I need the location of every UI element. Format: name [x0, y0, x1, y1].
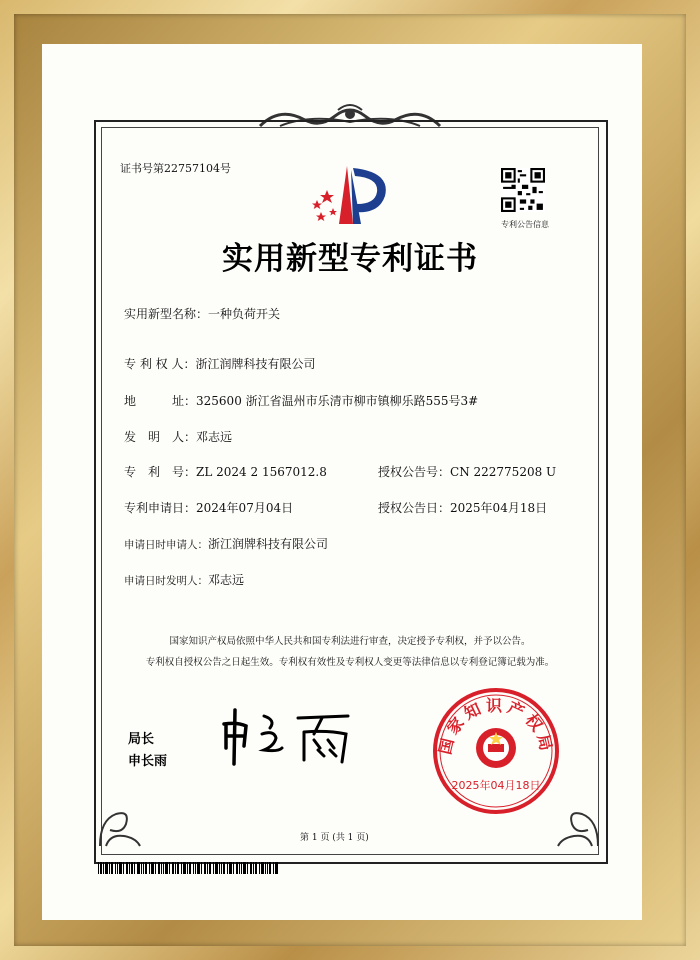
qr-caption: 专利公告信息: [501, 220, 549, 229]
inventor-row: [124, 428, 232, 445]
inventor-label: 发 明 人：: [124, 430, 197, 444]
grant-date-value: 2025年04月18日: [450, 501, 548, 515]
applicant-label: 申请日时申请人：: [124, 539, 208, 551]
director-name: 申长雨: [128, 754, 168, 769]
seal-text: 国家知识产权局: [435, 696, 557, 757]
page-info: 第 1 页 (共 1 页): [300, 833, 369, 843]
grant-publication-number-row: [378, 463, 556, 480]
grant-publication-number-label: 授权公告号：: [378, 465, 451, 479]
filing-date-value: 2024年07月04日: [196, 501, 294, 515]
notice-line-2: 专利权自授权公告之日起生效。专利权有效性及专利权人变更等法律信息以专利登记簿记载为准。: [145, 657, 555, 668]
utility-model-name-value: 一种负荷开关: [208, 307, 281, 321]
applicant-inventor-label: 申请日时发明人：: [124, 575, 208, 587]
grant-date-row: [378, 499, 547, 516]
seal-date: 2025年04月18日: [451, 779, 541, 792]
official-seal: [431, 686, 561, 816]
applicant-inventor-value: 邓志远: [208, 573, 245, 587]
patent-number-row: [124, 463, 327, 480]
patentee-label: 专 利 权 人：: [124, 357, 196, 371]
barcode-icon: [98, 862, 278, 874]
filing-date-row: [124, 499, 293, 516]
patent-number-value: ZL 2024 2 1567012.8: [196, 465, 327, 479]
notice-line-1: 国家知识产权局依照中华人民共和国专利法进行审查，决定授予专利权，并予以公告。: [169, 636, 531, 647]
cnipa-logo-icon: [305, 162, 395, 228]
patentee-row: [124, 355, 315, 372]
certificate-title: 实用新型专利证书: [222, 241, 478, 277]
certificate-number: 证书号第22757104号: [120, 162, 231, 175]
patentee-value: 浙江润牌科技有限公司: [195, 357, 316, 371]
grant-publication-number-value: CN 222775208 U: [450, 465, 557, 479]
address-row: [124, 392, 478, 409]
applicant-value: 浙江润牌科技有限公司: [208, 537, 329, 551]
applicant-inventor-row: [124, 571, 244, 588]
inventor-value: 邓志远: [196, 430, 233, 444]
filing-date-label: 专利申请日：: [124, 501, 197, 515]
director-signature: [218, 704, 358, 768]
address-value: 325600 浙江省温州市乐清市柳市镇柳乐路555号3#: [196, 394, 479, 408]
patent-number-label: 专 利 号：: [124, 465, 197, 479]
director-title: 局长: [128, 732, 155, 747]
utility-model-name-row: [124, 305, 280, 322]
grant-date-label: 授权公告日：: [378, 501, 451, 515]
utility-model-name-label: 实用新型名称：: [124, 307, 209, 321]
bottom-left-ornament: [96, 800, 146, 850]
address-label: 地 址：: [124, 394, 197, 408]
qr-code-icon[interactable]: [501, 168, 545, 212]
applicant-row: [124, 535, 328, 552]
